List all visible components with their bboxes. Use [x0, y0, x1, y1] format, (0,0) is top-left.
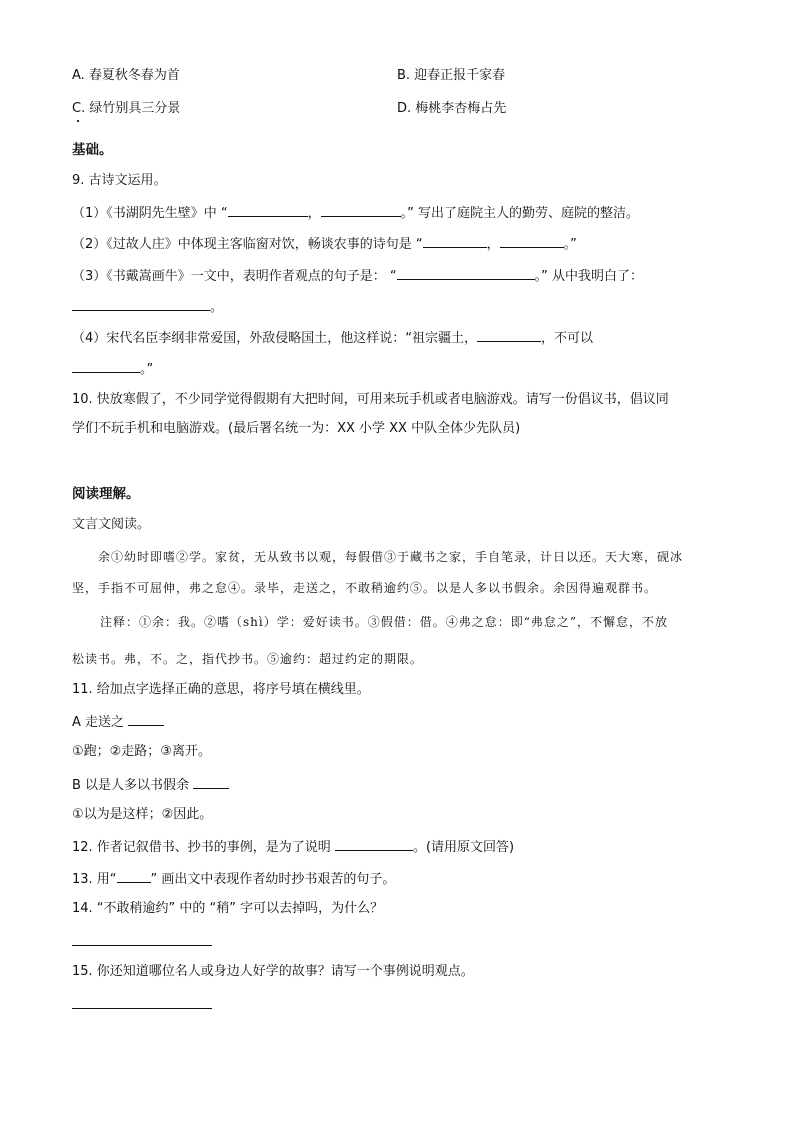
- q9-p3-text-b: 。” 从中我明白了：: [534, 269, 644, 284]
- question-9-part-1: [72, 203, 639, 223]
- question-10-line-1: 10. 快放寒假了，不少同学觉得假期有大把时间，可用来玩手机或者电脑游戏。请写一份倡议书，倡议同: [72, 392, 669, 407]
- q9-p4-text-a: （4）宋代名臣李纲非常爱国，外敌侵略国土，他这样说：“祖宗疆土，: [72, 331, 478, 346]
- q13-text-b: ” 画出文中表现作者幼时抄书艰苦的句子。: [150, 872, 396, 887]
- q9-p4-text-b: ，不可以: [541, 331, 594, 346]
- q9-p3-text-c: 。: [210, 300, 224, 315]
- question-14: 14. “不敢稍逾约” 中的 “稍” 字可以去掉吗，为什么？: [72, 901, 384, 916]
- answer-blank[interactable]: [423, 234, 487, 248]
- question-9-part-3-cont: [72, 297, 223, 317]
- q12-text-a: 12. 作者记叙借书、抄书的事例，是为了说明: [72, 840, 335, 855]
- section-title-basics: 基础。: [72, 142, 113, 158]
- option-d: D. 梅桃李杏梅占先: [397, 101, 507, 116]
- answer-blank[interactable]: [335, 837, 413, 851]
- q9-p1-text-b: ，: [307, 206, 321, 221]
- section-title-reading: 阅读理解。: [72, 486, 140, 502]
- q11-b-text: B 以是人多以书假余: [72, 778, 194, 793]
- passage-line-2: 坚，手指不可屈伸，弗之怠④。录毕，走送之，不敢稍逾约⑤。以是人多以书假余。余因得遍观群书。: [72, 581, 658, 595]
- answer-blank[interactable]: [321, 203, 401, 217]
- question-9-part-4: [72, 328, 593, 348]
- answer-blank[interactable]: [228, 203, 308, 217]
- underline-sample: [117, 869, 151, 883]
- notes-line-2: 松读书。弗，不。之，指代抄书。⑤逾约：超过约定的期限。: [72, 652, 424, 666]
- answer-line[interactable]: [72, 945, 212, 946]
- q9-p1-text-c: 。” 写出了庭院主人的勤劳、庭院的整洁。: [400, 206, 640, 221]
- q12-text-b: 。(请用原文回答): [412, 840, 515, 855]
- question-9-part-4-cont: [72, 359, 153, 379]
- option-a: A. 春夏秋冬春为首: [72, 68, 180, 83]
- question-9-title: 9. 古诗文运用。: [72, 173, 167, 188]
- q9-p2-text-a: （2）《过故人庄》中体现主客临窗对饮，畅谈农事的诗句是 “: [72, 237, 423, 252]
- answer-blank[interactable]: [397, 266, 535, 280]
- question-11-title: 11. 给加点字选择正确的意思，将序号填在横线里。: [72, 682, 370, 697]
- option-b: B. 迎春正报千家春: [397, 68, 506, 83]
- answer-line[interactable]: [72, 1008, 212, 1009]
- stray-dot: [77, 120, 79, 122]
- question-11-a: [72, 712, 164, 732]
- q9-p2-text-c: 。”: [563, 237, 577, 252]
- answer-blank[interactable]: [477, 328, 541, 342]
- question-10-line-2: 学们不玩手机和电脑游戏。(最后署名统一为：XX 小学 XX 中队全体少先队员): [72, 421, 521, 436]
- q9-p2-text-b: ，: [486, 237, 500, 252]
- question-11-a-options: ①跑；②走路；③离开。: [72, 744, 211, 759]
- q9-p3-text-a: （3）《书戴嵩画牛》一文中，表明作者观点的句子是： “: [72, 269, 397, 284]
- q11-a-text: A 走送之: [72, 715, 129, 730]
- question-12: [72, 837, 514, 857]
- answer-blank[interactable]: [193, 775, 229, 789]
- option-c: C. 绿竹别具三分景: [72, 101, 181, 116]
- reading-subtitle: 文言文阅读。: [72, 517, 151, 532]
- question-15: 15. 你还知道哪位名人或身边人好学的故事？请写一个事例说明观点。: [72, 964, 474, 979]
- q9-p4-text-c: 。”: [140, 362, 154, 377]
- passage-line-1: 余①幼时即嗜②学。家贫，无从致书以观，每假借③于藏书之家，手自笔录，计日以还。天大寒，砚冰: [98, 550, 684, 564]
- q13-text-a: 13. 用“: [72, 872, 117, 887]
- question-13: [72, 869, 395, 889]
- answer-blank[interactable]: [128, 712, 164, 726]
- question-11-b: [72, 775, 229, 795]
- question-11-b-options: ①以为是这样；②因此。: [72, 807, 213, 822]
- q9-p1-text-a: （1）《书湖阴先生壁》中 “: [72, 206, 228, 221]
- answer-blank[interactable]: [72, 359, 140, 373]
- answer-blank[interactable]: [500, 234, 564, 248]
- question-9-part-2: [72, 234, 577, 254]
- question-9-part-3: [72, 266, 643, 286]
- answer-blank[interactable]: [72, 297, 210, 311]
- notes-line-1: 注释：①余：我。②嗜（shì）学：爱好读书。③假借：借。④弗之怠：即“弗怠之”，不懈怠，不放: [100, 615, 668, 629]
